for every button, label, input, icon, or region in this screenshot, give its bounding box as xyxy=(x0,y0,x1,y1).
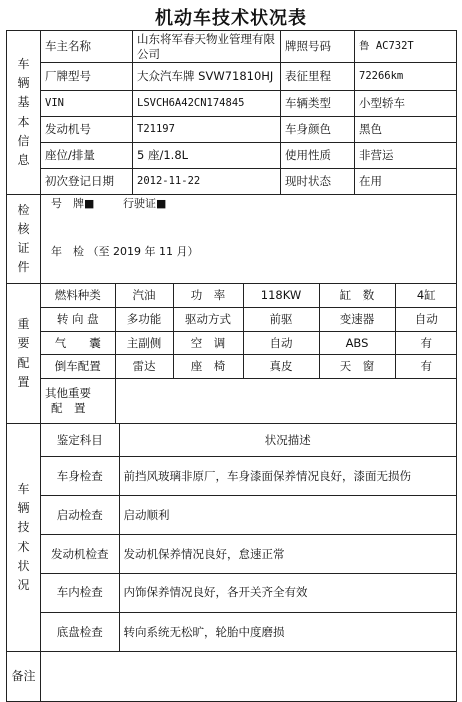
mileage-label: 表征里程 xyxy=(281,63,355,91)
owner-label: 车主名称 xyxy=(41,31,133,63)
tech-item: 车身检查 xyxy=(41,456,119,495)
config-label: 驱动方式 xyxy=(173,308,243,332)
remark-value xyxy=(41,652,457,702)
model-label: 厂牌型号 xyxy=(41,63,133,91)
section-config: 重要配置 xyxy=(7,284,41,424)
config-row-1 xyxy=(41,308,457,332)
config-other-label xyxy=(41,378,115,423)
config-other-value xyxy=(115,378,457,423)
doc-license: 行驶证■ xyxy=(123,197,167,210)
config-value: 有 xyxy=(395,331,457,355)
basic-row-vin xyxy=(7,91,457,117)
config-other-label-line2: 配 置 xyxy=(51,400,86,415)
tech-item: 车内检查 xyxy=(41,573,119,612)
tech-desc: 前挡风玻璃非原厂，车身漆面保养情况良好，漆面无损伤 xyxy=(119,456,456,495)
use-label: 使用性质 xyxy=(281,143,355,169)
config-value: 多功能 xyxy=(115,308,173,332)
color-label: 车身颜色 xyxy=(281,117,355,143)
use-value: 非营运 xyxy=(355,143,457,169)
doc-plate: 号 牌■ xyxy=(51,197,95,210)
section-basic-info: 车辆基本信息 xyxy=(7,31,41,195)
basic-row-model xyxy=(7,63,457,91)
tech-header-item: 鉴定科目 xyxy=(41,424,119,456)
tech-cell xyxy=(41,424,457,652)
tech-table xyxy=(41,424,456,651)
engine-label: 发动机号 xyxy=(41,117,133,143)
config-value: 雷达 xyxy=(115,355,173,379)
tech-item: 启动检查 xyxy=(41,495,119,534)
engine-value: T21197 xyxy=(133,117,281,143)
plate-value: 鲁 AC732T xyxy=(355,31,457,63)
seat-value: 5 座/1.8L xyxy=(133,143,281,169)
doc-inspection: 年 检 （至 2019 年 11 月） xyxy=(51,245,199,258)
config-value: 4缸 xyxy=(395,284,457,308)
config-value: 真皮 xyxy=(243,355,319,379)
section-tech: 车辆技术状况 xyxy=(7,424,41,652)
reg-date-label: 初次登记日期 xyxy=(41,169,133,195)
docs-cell xyxy=(41,195,457,284)
tech-desc: 启动顺利 xyxy=(119,495,456,534)
config-value: 前驱 xyxy=(243,308,319,332)
model-value: 大众汽车牌 SVW71810HJ xyxy=(133,63,281,91)
tech-item: 底盘检查 xyxy=(41,612,119,651)
config-label: ABS xyxy=(319,331,395,355)
tech-row xyxy=(7,424,457,652)
config-row xyxy=(7,284,457,424)
type-label: 车辆类型 xyxy=(281,91,355,117)
mileage-value: 72266km xyxy=(355,63,457,91)
config-value: 汽油 xyxy=(115,284,173,308)
config-row-2 xyxy=(41,331,457,355)
tech-row-4 xyxy=(41,612,456,651)
config-label: 燃料种类 xyxy=(41,284,115,308)
basic-row-owner xyxy=(7,31,457,63)
config-label: 转 向 盘 xyxy=(41,308,115,332)
basic-row-reg xyxy=(7,169,457,195)
tech-row-2 xyxy=(41,534,456,573)
tech-row-1 xyxy=(41,495,456,534)
remark-row xyxy=(7,652,457,702)
config-other-label-line1: 其他重要 xyxy=(45,386,91,401)
config-other-row xyxy=(41,378,457,423)
config-row-0 xyxy=(41,284,457,308)
color-value: 黑色 xyxy=(355,117,457,143)
owner-value: 山东将军春天物业管理有限公司 xyxy=(133,31,281,63)
vin-label: VIN xyxy=(41,91,133,117)
config-label: 座 椅 xyxy=(173,355,243,379)
tech-header-row xyxy=(41,424,456,456)
config-value: 主副侧 xyxy=(115,331,173,355)
config-label: 缸 数 xyxy=(319,284,395,308)
tech-row-3 xyxy=(41,573,456,612)
config-label: 空 调 xyxy=(173,331,243,355)
type-value: 小型轿车 xyxy=(355,91,457,117)
basic-row-seat xyxy=(7,143,457,169)
config-row-3 xyxy=(41,355,457,379)
config-label: 功 率 xyxy=(173,284,243,308)
tech-row-0 xyxy=(41,456,456,495)
config-table xyxy=(41,284,457,423)
config-label: 天 窗 xyxy=(319,355,395,379)
config-value: 有 xyxy=(395,355,457,379)
status-label: 现时状态 xyxy=(281,169,355,195)
basic-row-engine xyxy=(7,117,457,143)
vehicle-status-table xyxy=(6,30,457,702)
status-value: 在用 xyxy=(355,169,457,195)
config-label: 变速器 xyxy=(319,308,395,332)
config-value: 自动 xyxy=(243,331,319,355)
config-value: 自动 xyxy=(395,308,457,332)
config-label: 倒车配置 xyxy=(41,355,115,379)
config-value: 118KW xyxy=(243,284,319,308)
tech-desc: 内饰保养情况良好，各开关齐全有效 xyxy=(119,573,456,612)
config-cell xyxy=(41,284,457,424)
remark-label: 备注 xyxy=(7,652,41,702)
seat-label: 座位/排量 xyxy=(41,143,133,169)
docs-row xyxy=(7,195,457,284)
tech-desc: 转向系统无松旷，轮胎中度磨损 xyxy=(119,612,456,651)
config-label: 气 囊 xyxy=(41,331,115,355)
vin-value: LSVCH6A42CN174845 xyxy=(133,91,281,117)
page-title: 机动车技术状况表 xyxy=(155,8,307,29)
section-docs: 检核证件 xyxy=(7,195,41,284)
reg-date-value: 2012-11-22 xyxy=(133,169,281,195)
plate-label: 牌照号码 xyxy=(281,31,355,63)
tech-desc: 发动机保养情况良好，怠速正常 xyxy=(119,534,456,573)
tech-item: 发动机检查 xyxy=(41,534,119,573)
tech-header-desc: 状况描述 xyxy=(119,424,456,456)
